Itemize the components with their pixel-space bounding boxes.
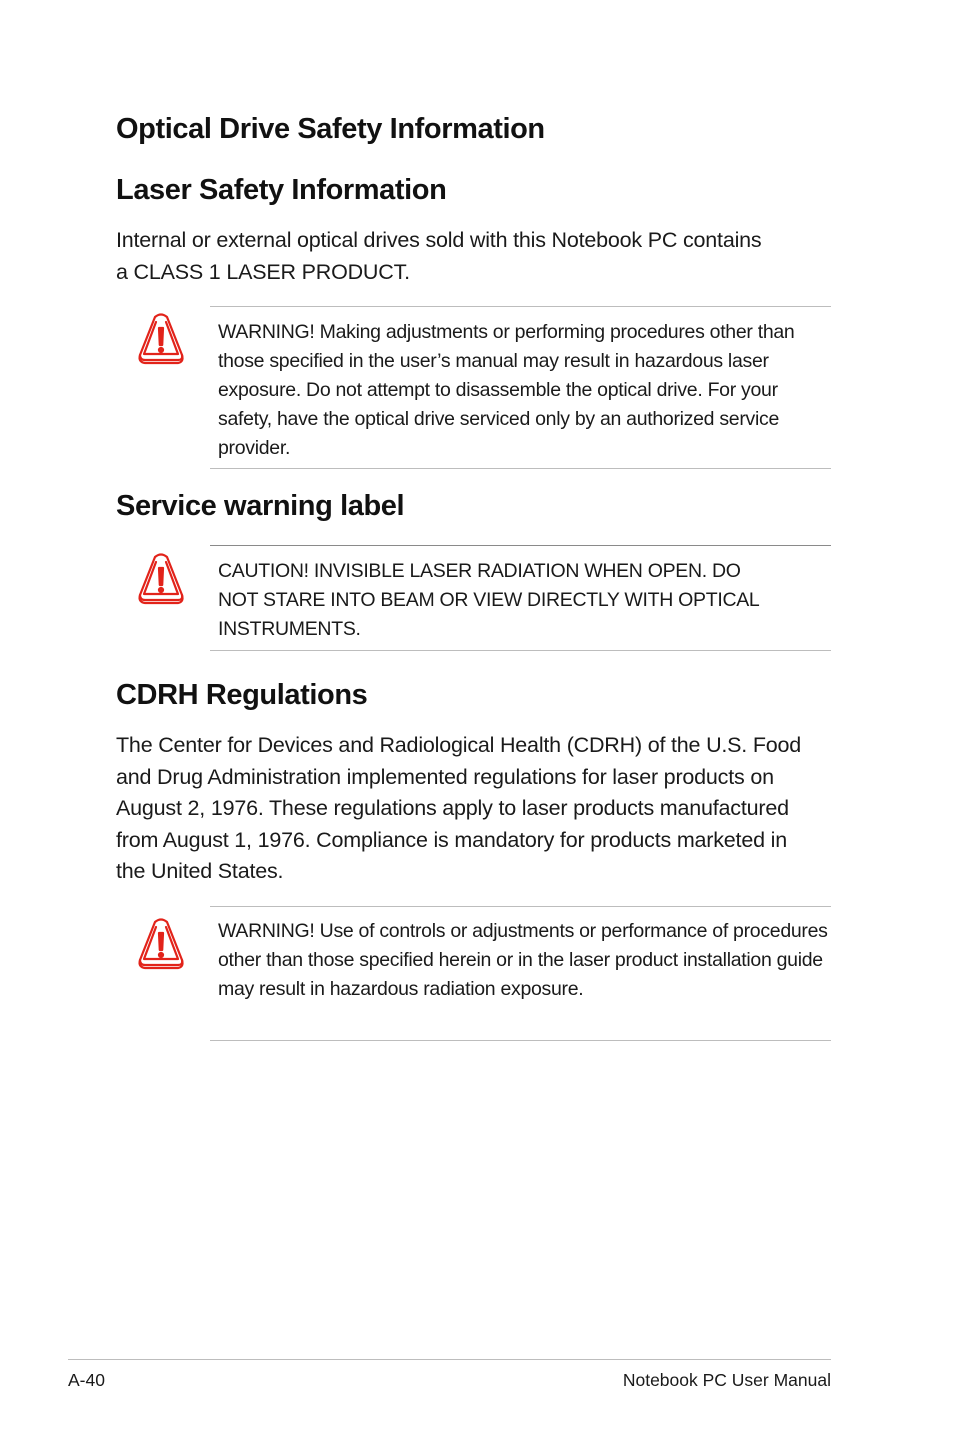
section-title-service-warning-label: Service warning label — [116, 490, 405, 522]
caution-note-service-label — [210, 545, 831, 651]
warning-icon — [136, 918, 186, 970]
laser-safety-body: Internal or external optical drives sold with this Notebook PC contains a CLASS 1 LASER PRODUCT. — [116, 228, 762, 284]
warning-text-laser: WARNING! Making adjustments or performing procedures other than those specified in the user’s manual may result in hazardous laser exposure. Do not attempt to disassemble the optical drive. For your safety, have the optical drive serviced only by an authorized service provider. — [218, 321, 795, 459]
section-title-optical-drive-safety: Optical Drive Safety Information — [116, 113, 545, 145]
footer-page-number: A-40 — [68, 1370, 105, 1390]
footer-manual-title: Notebook PC User Manual — [622, 1370, 831, 1390]
section-title-laser-safety: Laser Safety Information — [116, 174, 447, 206]
warning-icon — [136, 553, 186, 605]
footer-divider — [68, 1359, 831, 1360]
warning-icon — [136, 313, 186, 365]
section-title-cdrh-regulations: CDRH Regulations — [116, 679, 368, 711]
warning-note-cdrh — [210, 906, 831, 1041]
caution-text-service-label: CAUTION! INVISIBLE LASER RADIATION WHEN OPEN. DO NOT STARE INTO BEAM OR VIEW DIRECTLY WITH OPTICAL INSTRUMENTS. — [218, 560, 759, 640]
cdrh-regulations-body: The Center for Devices and Radiological Health (CDRH) of the U.S. Food and Drug Administration implemented regulations for laser products on August 2, 1976. These regulations apply to laser products manufactured from August 1, 1976. Compliance is mandatory for products marketed in the United States. — [116, 733, 802, 883]
warning-text-cdrh: WARNING! Use of controls or adjustments or performance of procedures other than those specified herein or in the laser product installation guide may result in hazardous radiation exposure. — [218, 920, 828, 1000]
warning-note-laser — [210, 306, 831, 469]
